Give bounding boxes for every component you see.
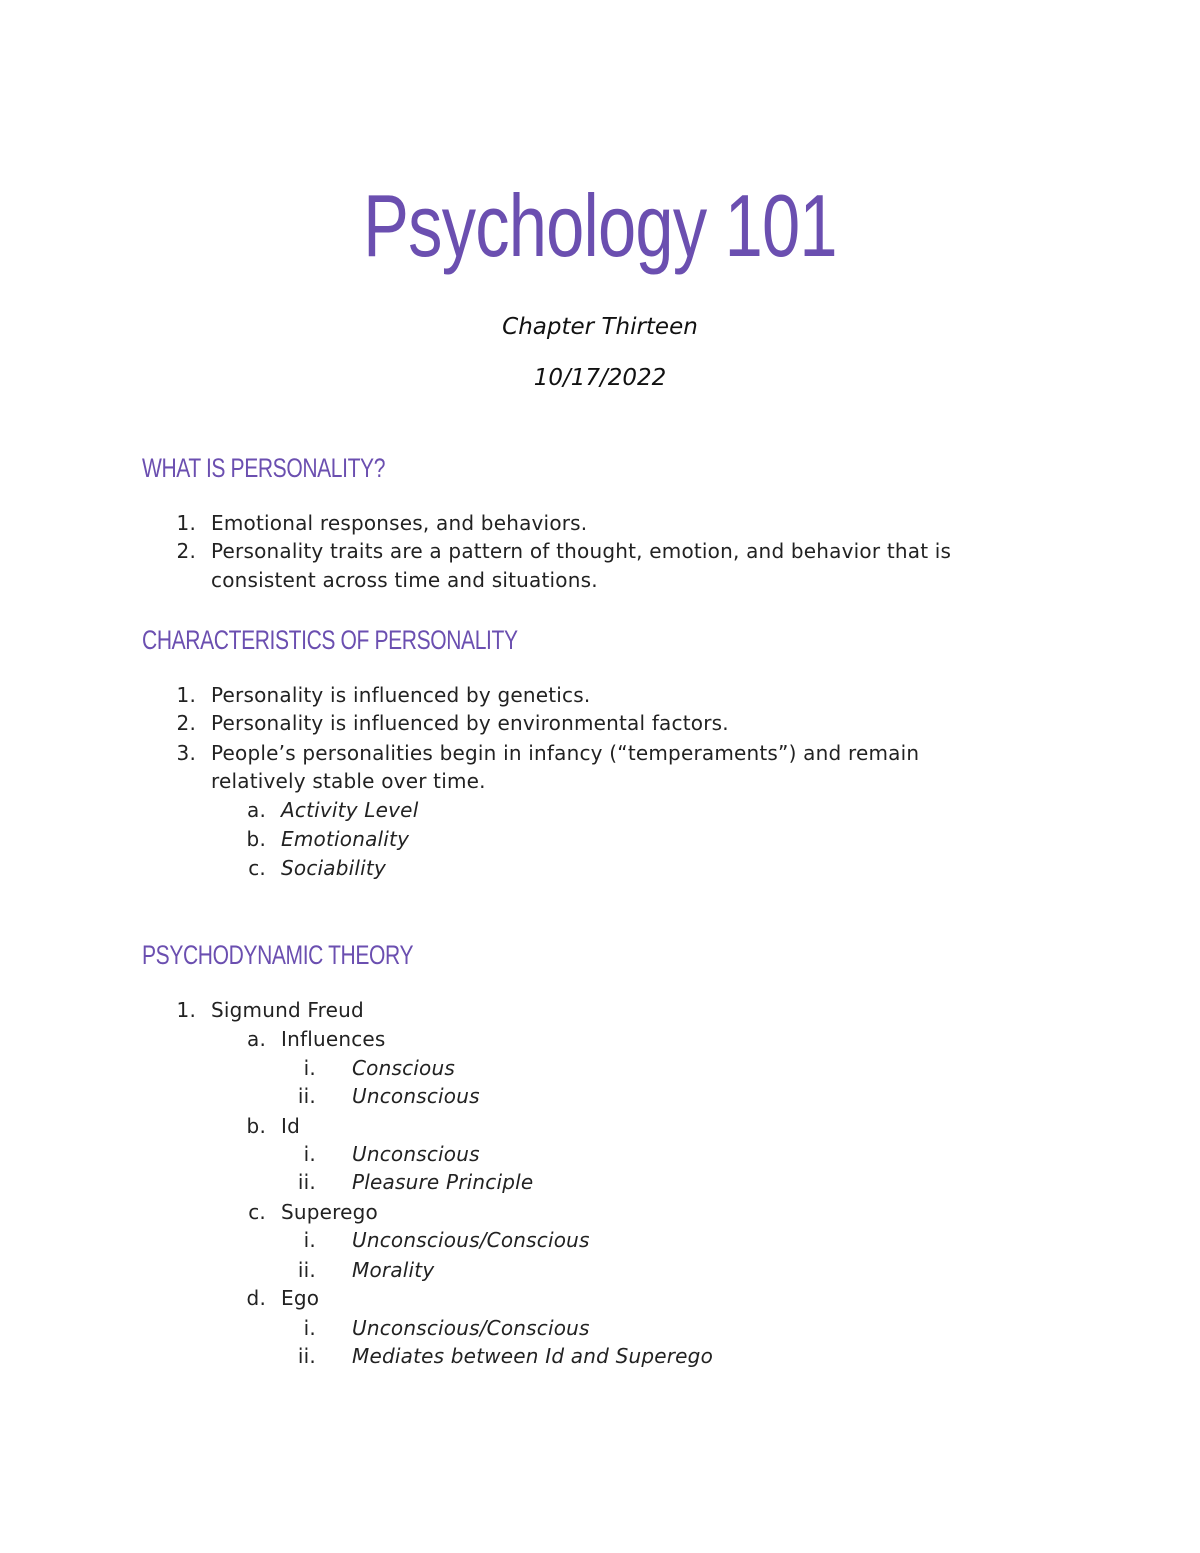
list-item-text: People’s personalities begin in infancy (“temperaments”) and remain	[211, 741, 920, 765]
list-marker: d.	[246, 1286, 266, 1310]
list-marker: c.	[248, 856, 266, 880]
list-item-text: Pleasure Principle	[352, 1170, 534, 1194]
list-item-text: Personality is influenced by environmental factors.	[211, 711, 729, 735]
date-subtitle: 10/17/2022	[533, 365, 667, 391]
list-marker: 1.	[176, 511, 196, 535]
list-marker: a.	[246, 798, 266, 822]
list-marker: ii.	[297, 1084, 316, 1108]
list-marker: ii.	[297, 1344, 316, 1368]
document-title: Psychology 101	[363, 176, 837, 275]
list-item-text: Superego	[281, 1200, 378, 1224]
list-item-text: Id	[281, 1114, 300, 1138]
list-marker: a.	[246, 1027, 266, 1051]
list-item-text: Personality traits are a pattern of thought, emotion, and behavior that is	[211, 539, 952, 563]
list-item-text: Sigmund Freud	[211, 998, 364, 1022]
list-item-text: Unconscious	[352, 1142, 480, 1166]
list-marker: i.	[303, 1316, 316, 1340]
section-heading-psychodynamic: PSYCHODYNAMIC THEORY	[142, 940, 414, 970]
list-marker: i.	[303, 1142, 316, 1166]
list-marker: i.	[303, 1056, 316, 1080]
list-marker: b.	[246, 1114, 266, 1138]
list-item-text: Emotionality	[281, 827, 410, 851]
chapter-subtitle: Chapter Thirteen	[502, 314, 698, 340]
list-item-text: Influences	[281, 1027, 386, 1051]
section-heading-what-is-personality: WHAT IS PERSONALITY?	[142, 453, 386, 483]
list-marker: 2.	[176, 539, 196, 563]
list-item-text: Ego	[281, 1286, 320, 1310]
list-marker: c.	[248, 1200, 266, 1224]
list-item-text: consistent across time and situations.	[211, 568, 598, 592]
list-item-text: Sociability	[281, 856, 386, 880]
list-marker: i.	[303, 1228, 316, 1252]
list-item-text: Personality is influenced by genetics.	[211, 683, 591, 707]
list-marker: ii.	[297, 1170, 316, 1194]
list-item-text: relatively stable over time.	[211, 769, 486, 793]
list-item-text: Emotional responses, and behaviors.	[211, 511, 588, 535]
list-marker: 1.	[176, 683, 196, 707]
list-marker: 2.	[176, 711, 196, 735]
list-marker: ii.	[297, 1258, 316, 1282]
list-item-text: Unconscious/Conscious	[352, 1228, 590, 1252]
section-heading-characteristics: CHARACTERISTICS OF PERSONALITY	[142, 625, 518, 655]
list-item-text: Activity Level	[281, 798, 419, 822]
list-marker: 3.	[176, 741, 196, 765]
list-item-text: Unconscious/Conscious	[352, 1316, 590, 1340]
list-marker: 1.	[176, 998, 196, 1022]
list-item-text: Mediates between Id and Superego	[352, 1344, 713, 1368]
list-item-text: Morality	[352, 1258, 435, 1282]
list-item-text: Conscious	[352, 1056, 455, 1080]
list-marker: b.	[246, 827, 266, 851]
list-item-text: Unconscious	[352, 1084, 480, 1108]
